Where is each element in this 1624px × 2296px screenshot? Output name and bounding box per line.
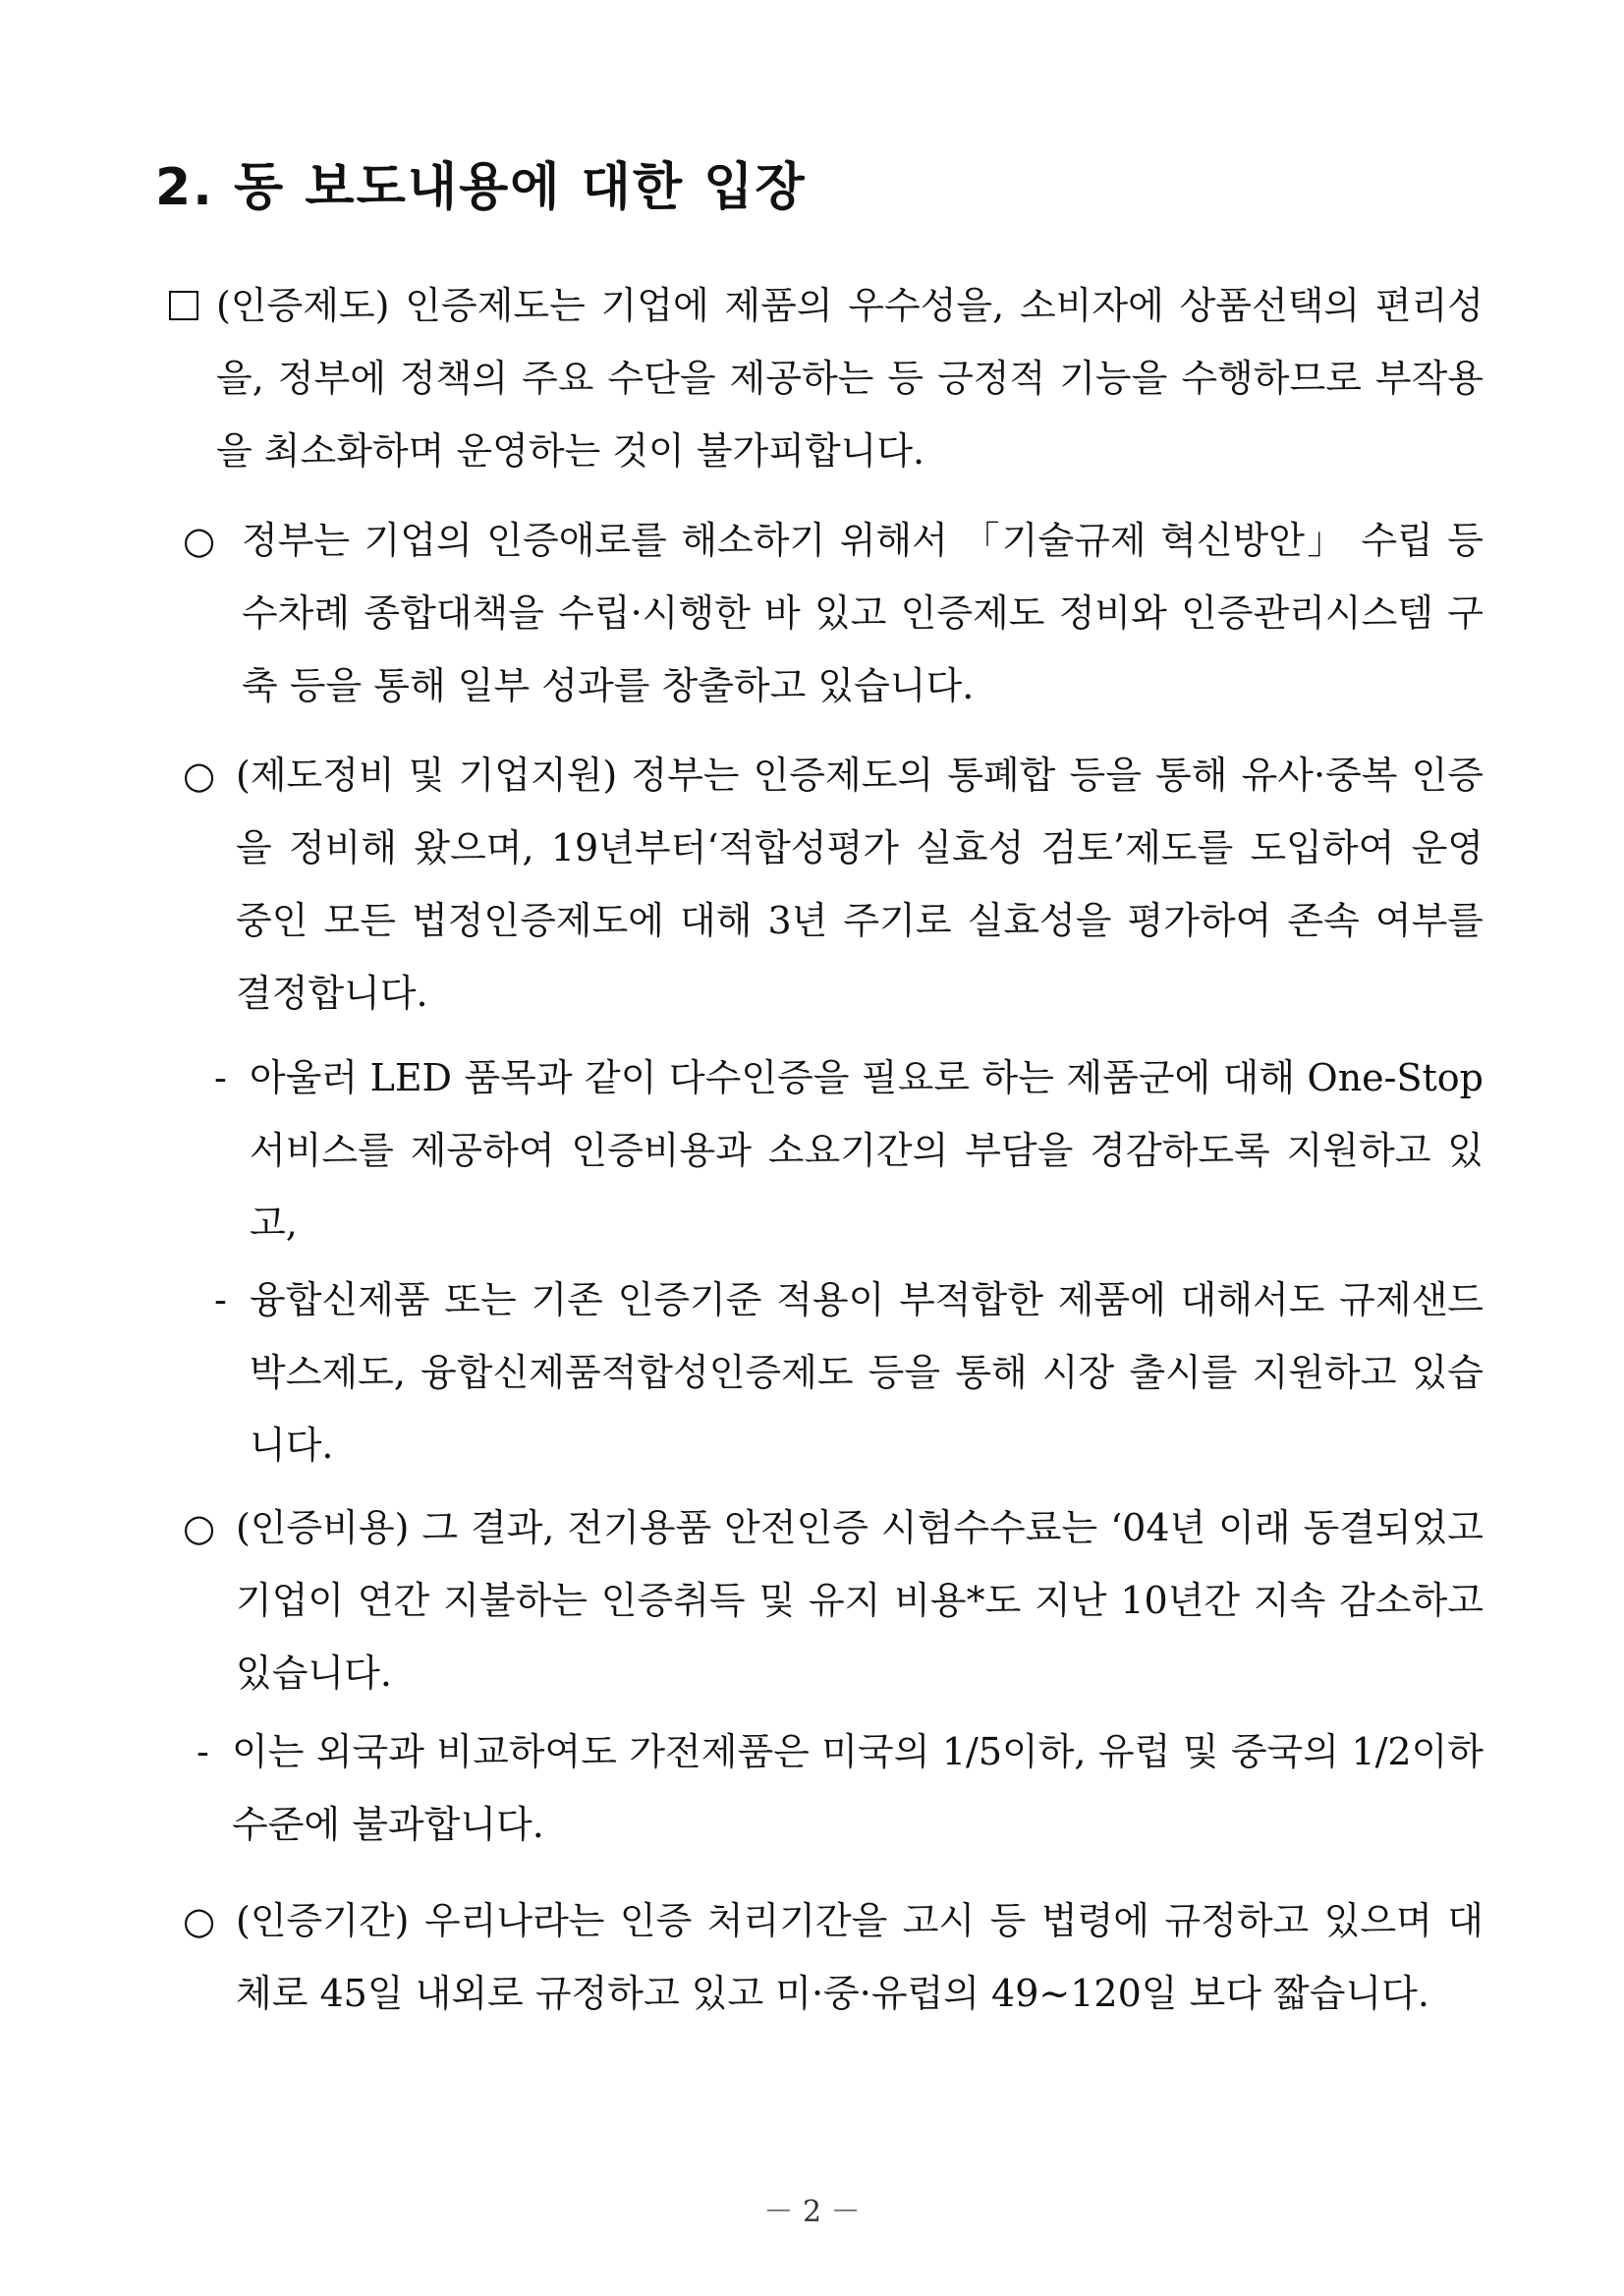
paragraph-text: (인증기간) 우리나라는 인증 처리기간을 고시 등 법령에 규정하고 있으며 대체로 45일 내외로 규정하고 있고 미·중·유럽의 49~120일 보다 짧습니다.	[236, 1899, 1484, 2015]
circle-bullet-icon: ○	[183, 1899, 216, 1942]
paragraph-certification-cost	[183, 1491, 1484, 1709]
paragraph-text: 정부는 기업의 인증애로를 해소하기 위해서 「기술규제 혁신방안」 수립 등 수차례 종합대책을 수립·시행한 바 있고 인증제도 정비와 인증관리시스템 구축 등을 통해 일부 성과를 창출하고 있습니다.	[242, 519, 1484, 707]
paragraph-one-stop-service	[214, 1041, 1484, 1260]
paragraph-text: (인증비용) 그 결과, 전기용품 안전인증 시험수수료는 ‘04년 이래 동결되었고 기업이 연간 지불하는 인증취득 및 유지 비용*도 지난 10년간 지속 감소하고 있습니다.	[236, 1506, 1484, 1695]
paragraph-certification-period	[183, 1884, 1484, 2030]
section-heading: 2. 동 보도내용에 대한 입장	[155, 158, 807, 217]
paragraph-text: 아울러 LED 품목과 같이 다수인증을 필요로 하는 제품군에 대해 One-Stop 서비스를 제공하여 인증비용과 소요기간의 부담을 경감하도록 지원하고 있고,	[250, 1056, 1484, 1245]
dash-bullet-icon: -	[214, 1056, 227, 1099]
paragraph-foreign-comparison	[196, 1715, 1484, 1861]
paragraph-text: 융합신제품 또는 기존 인증기준 적용이 부적합한 제품에 대해서도 규제샌드박스제도, 융합신제품적합성인증제도 등을 통해 시장 출시를 지원하고 있습니다.	[250, 1278, 1484, 1467]
paragraph-system-maintenance	[183, 739, 1484, 1030]
paragraph-text: (인증제도) 인증제도는 기업에 제품의 우수성을, 소비자에 상품선택의 편리성을, 정부에 정책의 주요 수단을 제공하는 등 긍정적 기능을 수행하므로 부작용을 최소화하며 운영하는 것이 불가피합니다.	[216, 284, 1484, 473]
paragraph-text: 이는 외국과 비교하여도 가전제품은 미국의 1/5이하, 유럽 및 중국의 1/2이하 수준에 불과합니다.	[232, 1730, 1484, 1846]
paragraph-certification-system	[216, 269, 1484, 487]
circle-bullet-icon: ○	[183, 1506, 216, 1549]
circle-bullet-icon: ○	[183, 519, 216, 562]
square-bullet-icon	[169, 269, 198, 344]
page-number: － 2 －	[763, 2195, 861, 2229]
dash-bullet-icon: -	[196, 1730, 209, 1773]
paragraph-government-effort	[183, 504, 1484, 722]
paragraph-convergence-products	[214, 1263, 1484, 1482]
circle-bullet-icon: ○	[183, 754, 216, 797]
paragraph-text: (제도정비 및 기업지원) 정부는 인증제도의 통폐합 등을 통해 유사·중복 인증을 정비해 왔으며, 19년부터‘적합성평가 실효성 검토’제도를 도입하여 운영 중인 모든 법정인증제도에 대해 3년 주기로 실효성을 평가하여 존속 여부를 결정합니다.	[236, 754, 1484, 1015]
dash-bullet-icon: -	[214, 1278, 227, 1321]
